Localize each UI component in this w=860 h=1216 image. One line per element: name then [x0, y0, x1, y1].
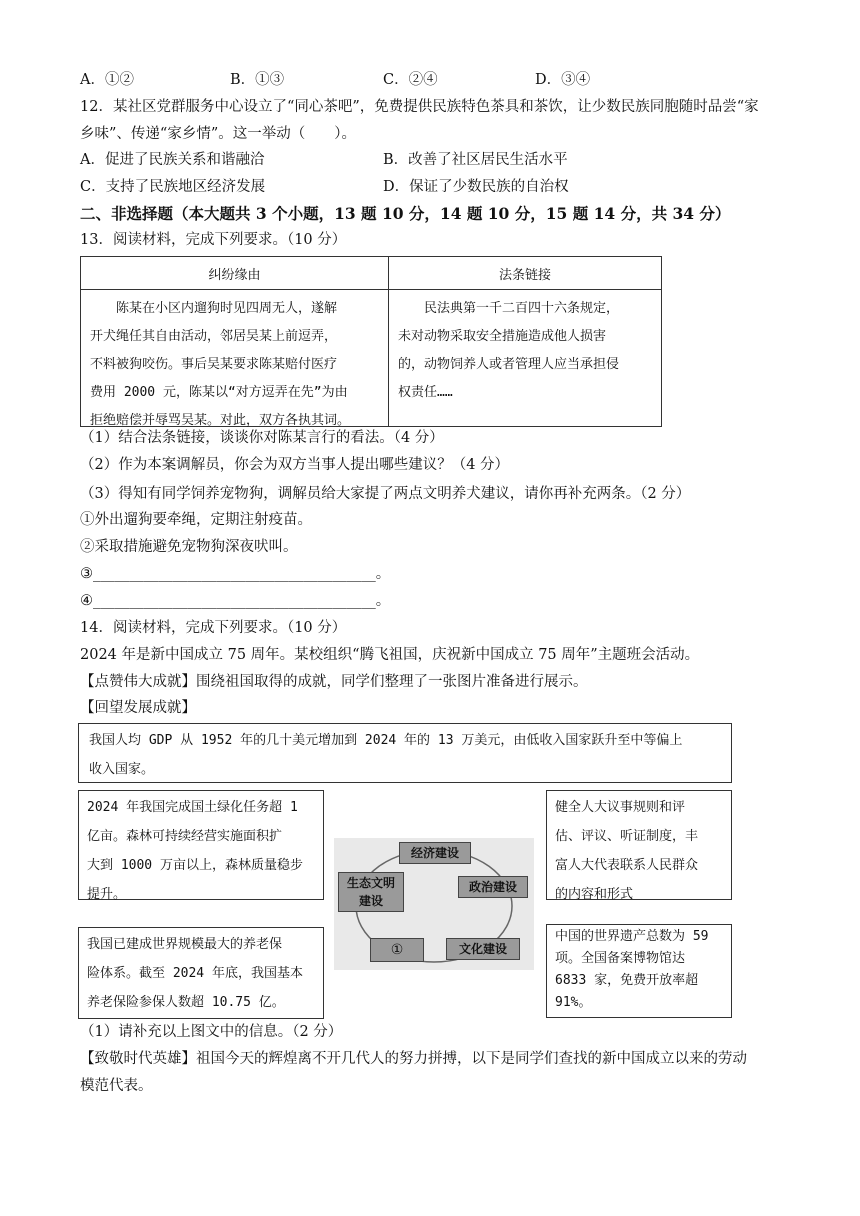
q14-sub1: （1）请补充以上图文中的信息。（2 分）: [80, 1024, 343, 1040]
option-a: A．①②: [80, 72, 134, 88]
q12-option-a: A．促进了民族关系和谐融洽: [80, 152, 265, 168]
q13-sub1: （1）结合法条链接，谈谈你对陈某言行的看法。（4 分）: [80, 430, 444, 446]
law-line: 权责任……: [398, 385, 453, 400]
q12-option-b: B．改善了社区居民生活水平: [383, 152, 568, 168]
culture-line: 中国的世界遗产总数为 59: [555, 929, 709, 944]
ecology-line: 大到 1000 万亩以上，森林质量稳步: [87, 858, 303, 873]
gdp-line: 收入国家。: [89, 762, 155, 777]
q14-review: 【回望发展成就】: [80, 700, 196, 716]
law-cell: [390, 291, 660, 425]
q13-blank3: ③_______________________________________。: [80, 566, 391, 582]
pension-box: [78, 927, 324, 1019]
politics-line: 富人大代表联系人民群众: [555, 858, 699, 873]
dispute-line: 开犬绳任其自由活动，邻居吴某上前逗弄，: [90, 329, 338, 344]
pension-line: 养老保险参保人数超 10.75 亿。: [87, 995, 285, 1010]
pension-line: 险体系。截至 2024 年底，我国基本: [87, 966, 303, 981]
option-c: C．②④: [383, 72, 438, 88]
gdp-box: [78, 723, 732, 783]
q13-sub3: （3）得知有同学饲养宠物狗，调解员给大家提了两点文明养犬建议，请你再补充两条。（2 分）: [80, 486, 691, 502]
q13-title: 13．阅读材料，完成下列要求。（10 分）: [80, 232, 347, 248]
dispute-line: 费用 2000 元，陈某以“对方逗弄在先”为由: [90, 385, 348, 400]
pension-line: 我国已建成世界规模最大的养老保: [87, 937, 283, 952]
node-blank: ①: [370, 938, 424, 962]
table-header-left: 纠纷缘由: [81, 257, 389, 290]
ecology-line: 亿亩。森林可持续经营实施面积扩: [87, 829, 283, 844]
culture-box: [546, 924, 732, 1018]
q13-sub2: （2）作为本案调解员，你会为双方当事人提出哪些建议？（4 分）: [80, 457, 510, 473]
law-line: 民法典第一千二百四十六条规定，: [398, 301, 620, 316]
dispute-line: 不料被狗咬伤。事后吴某要求陈某赔付医疗: [90, 357, 338, 372]
q12-option-c: C．支持了民族地区经济发展: [80, 179, 266, 195]
q14-heroes-line2: 模范代表。: [80, 1078, 153, 1094]
five-sphere-diagram: [334, 838, 534, 970]
q12-stem-line1: 12．某社区党群服务中心设立了“同心茶吧”，免费提供民族特色茶具和茶饮，让少数民族同胞随时品尝“家: [80, 99, 759, 115]
node-cultural: 文化建设: [446, 938, 520, 960]
law-line: 未对动物采取安全措施造成他人损害: [398, 329, 607, 344]
q13-blank4: ④_______________________________________。: [80, 593, 391, 609]
dispute-line: 陈某在小区内遛狗时见四周无人，遂解: [90, 301, 338, 316]
ecology-line: 2024 年我国完成国土绿化任务超 1: [87, 800, 298, 815]
culture-line: 6833 家，免费开放率超: [555, 973, 699, 988]
section-title: 二、非选择题（本大题共 3 个小题，13 题 10 分，14 题 10 分，15 题 14 分，共 34 分）: [80, 204, 731, 223]
ecology-line: 提升。: [87, 887, 127, 902]
law-line: 的，动物饲养人或者管理人应当承担侵: [398, 357, 620, 372]
q12-stem-line2: 乡味”、传递“家乡情”。这一举动（ ）。: [80, 126, 356, 142]
q13-item2: ②采取措施避免宠物狗深夜吠叫。: [80, 539, 298, 555]
node-ecological-line2: 建设: [358, 894, 383, 908]
culture-line: 项。全国备案博物馆达: [555, 951, 686, 966]
dispute-cell: [82, 291, 387, 428]
node-political: 政治建设: [458, 876, 528, 898]
politics-line: 的内容和形式: [555, 887, 634, 902]
q14-intro: 2024 年是新中国成立 75 周年。某校组织“腾飞祖国，庆祝新中国成立 75 周年”主题班会活动。: [80, 647, 700, 663]
dispute-line: 拒绝赔偿并辱骂吴某。对此，双方各执其词。: [90, 413, 351, 428]
option-b: B．①③: [230, 72, 285, 88]
q13-item1: ①外出遛狗要牵绳，定期注射疫苗。: [80, 512, 312, 528]
table-header-right: 法条链接: [389, 257, 662, 290]
culture-line: 91%。: [555, 995, 592, 1010]
ecology-box: [78, 790, 324, 900]
q14-praise: 【点赞伟大成就】围绕祖国取得的成就，同学们整理了一张图片准备进行展示。: [80, 674, 588, 690]
politics-box: [546, 790, 732, 900]
politics-line: 健全人大议事规则和评: [555, 800, 686, 815]
node-ecological: [338, 872, 404, 912]
q13-table: [80, 256, 662, 427]
option-d: D．③④: [535, 72, 591, 88]
politics-line: 估、评议、听证制度，丰: [555, 829, 699, 844]
q14-title: 14．阅读材料，完成下列要求。（10 分）: [80, 620, 347, 636]
node-ecological-line1: 生态文明: [346, 876, 395, 890]
q14-heroes-line1: 【致敬时代英雄】祖国今天的辉煌离不开几代人的努力拼搏，以下是同学们查找的新中国成立以来的劳动: [80, 1051, 747, 1067]
q12-option-d: D．保证了少数民族的自治权: [383, 179, 569, 195]
gdp-line: 我国人均 GDP 从 1952 年的几十美元增加到 2024 年的 13 万美元，由低收入国家跃升至中等偏上: [89, 733, 683, 748]
node-economic: 经济建设: [399, 842, 471, 864]
